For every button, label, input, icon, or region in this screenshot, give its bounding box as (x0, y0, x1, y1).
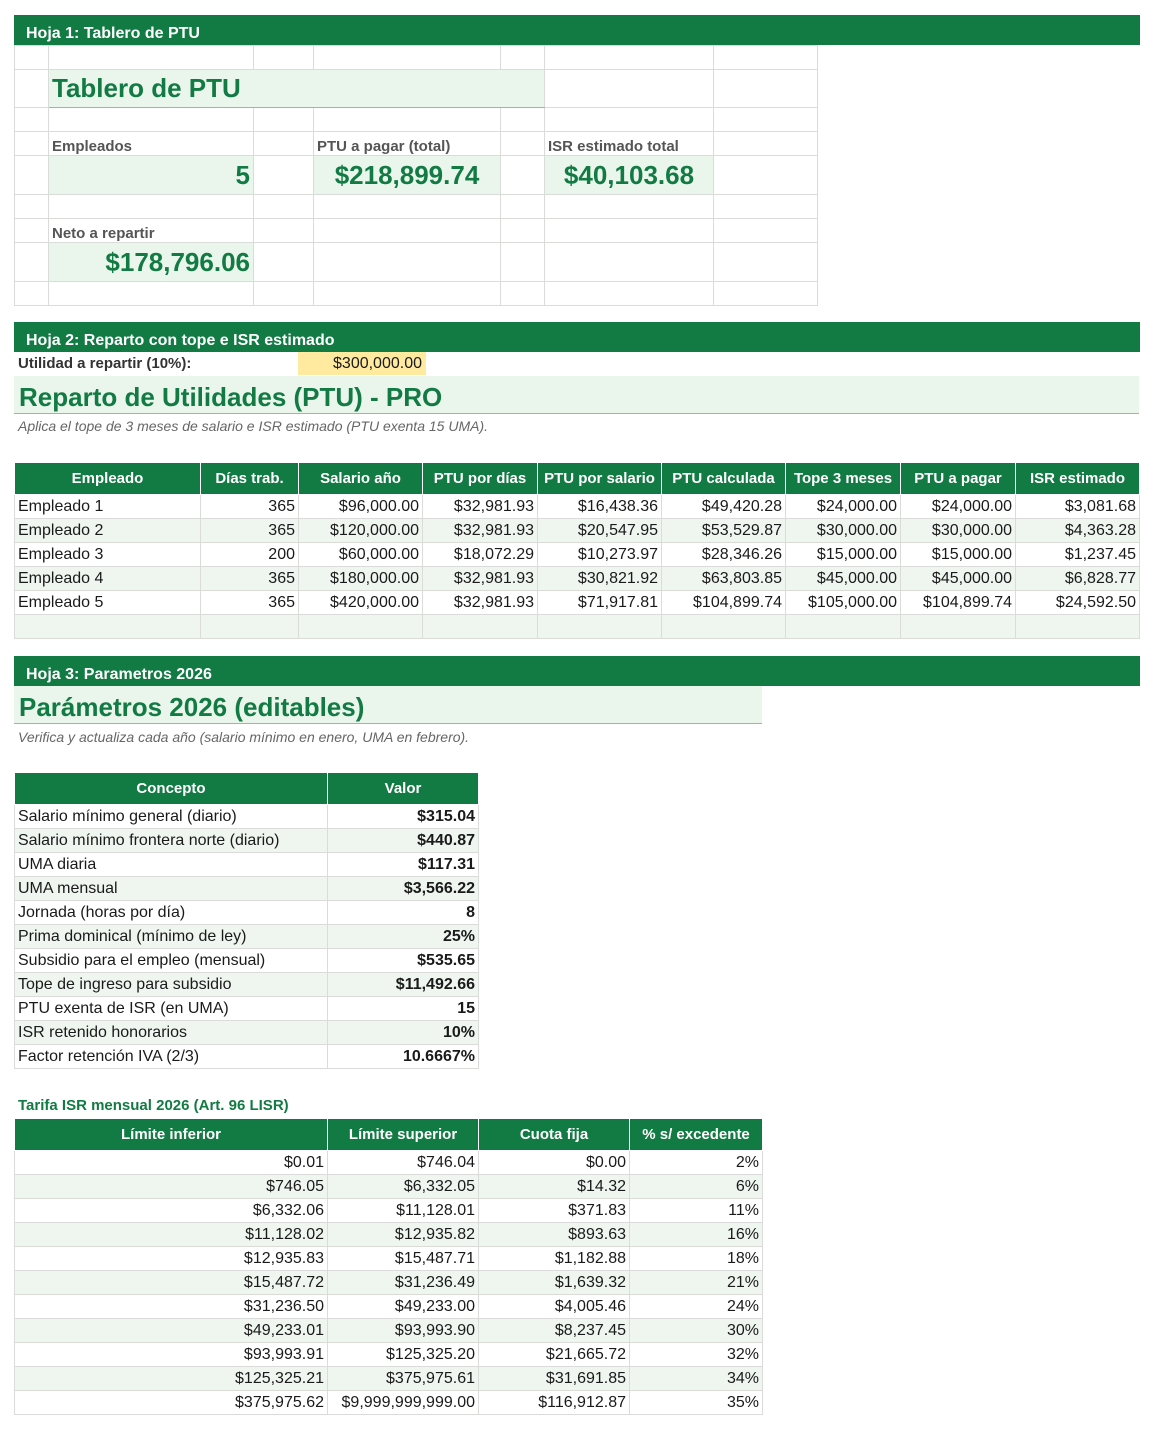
reparto-row-empty-cell[interactable] (786, 615, 901, 639)
param-row-cell[interactable]: Subsidio para el empleo (mensual) (15, 949, 328, 973)
param-row-cell[interactable]: Salario mínimo frontera norte (diario) (15, 829, 328, 853)
tarifa-row (15, 1319, 763, 1343)
tarifa-row-cell[interactable]: 32% (630, 1343, 763, 1367)
employees-value: 5 (49, 156, 254, 195)
tarifa-row (15, 1199, 763, 1223)
reparto-row-cell[interactable]: $10,273.97 (538, 543, 662, 567)
param-row (15, 1045, 479, 1069)
param-row-cell[interactable]: 25% (328, 925, 479, 949)
reparto-row-cell[interactable]: $60,000.00 (299, 543, 423, 567)
tarifa-title: Tarifa ISR mensual 2026 (Art. 96 LISR) (18, 1097, 289, 1114)
col-empleado[interactable]: Empleado (15, 463, 201, 495)
reparto-row-cell[interactable]: $104,899.74 (901, 591, 1016, 615)
reparto-row-cell[interactable]: 365 (201, 519, 299, 543)
reparto-row-cell[interactable]: $180,000.00 (299, 567, 423, 591)
tarifa-row-cell[interactable]: 35% (630, 1391, 763, 1415)
param-row-cell[interactable]: 10% (328, 1021, 479, 1045)
sheet1-header-bar: Hoja 1: Tablero de PTU (14, 15, 1140, 45)
tarifa-row-cell[interactable]: $31,236.50 (15, 1295, 328, 1319)
tarifa-row-cell[interactable]: $12,935.83 (15, 1247, 328, 1271)
reparto-row (15, 591, 1140, 615)
tarifa-row-cell[interactable]: $125,325.21 (15, 1367, 328, 1391)
reparto-row-cell[interactable]: $32,981.93 (423, 495, 538, 519)
param-row (15, 997, 479, 1021)
sheet3-header-bar: Hoja 3: Parametros 2026 (14, 656, 1140, 686)
param-row (15, 925, 479, 949)
reparto-row-cell[interactable]: $1,237.45 (1016, 543, 1140, 567)
param-row-cell[interactable]: Salario mínimo general (diario) (15, 805, 328, 829)
reparto-row-empty-cell[interactable] (1016, 615, 1140, 639)
reparto-row-cell[interactable]: Empleado 4 (15, 567, 201, 591)
reparto-subtitle: Aplica el tope de 3 meses de salario e ISR estimado (PTU exenta 15 UMA). (18, 418, 488, 434)
params-subtitle: Verifica y actualiza cada año (salario mínimo en enero, UMA en febrero). (18, 729, 470, 745)
tarifa-row-cell[interactable]: $93,993.91 (15, 1343, 328, 1367)
param-row-cell[interactable]: 10.6667% (328, 1045, 479, 1069)
tarifa-row-cell[interactable]: $14.32 (479, 1175, 630, 1199)
reparto-row-cell[interactable]: $53,529.87 (662, 519, 786, 543)
reparto-row-empty-cell[interactable] (15, 615, 201, 639)
tarifa-row-cell[interactable]: $4,005.46 (479, 1295, 630, 1319)
reparto-row-empty-cell[interactable] (538, 615, 662, 639)
sheet3-area (14, 686, 762, 1416)
col-ptu-calculada[interactable]: PTU calculada (662, 463, 786, 495)
reparto-row-empty-cell[interactable] (901, 615, 1016, 639)
param-row-cell[interactable]: UMA diaria (15, 853, 328, 877)
reparto-rows (15, 495, 1140, 639)
net-label: Neto a repartir (49, 219, 254, 243)
param-row-cell[interactable]: $117.31 (328, 853, 479, 877)
param-row (15, 1021, 479, 1045)
tarifa-row (15, 1271, 763, 1295)
col-tope[interactable]: Tope 3 meses (786, 463, 901, 495)
isr-total-label: ISR estimado total (545, 132, 714, 156)
tarifa-row-cell[interactable]: $15,487.72 (15, 1271, 328, 1295)
col-dias[interactable]: Días trab. (201, 463, 299, 495)
tarifa-row-cell[interactable]: $9,999,999,999.00 (328, 1391, 479, 1415)
reparto-row-cell[interactable]: $24,000.00 (786, 495, 901, 519)
tarifa-rows (15, 1151, 763, 1415)
col-excedente[interactable]: % s/ excedente (630, 1119, 763, 1151)
isr-total-value: $40,103.68 (545, 156, 714, 195)
reparto-row-cell[interactable]: $30,000.00 (786, 519, 901, 543)
reparto-row-cell[interactable]: $45,000.00 (901, 567, 1016, 591)
tarifa-row-cell[interactable]: $125,325.20 (328, 1343, 479, 1367)
reparto-row-empty-cell[interactable] (201, 615, 299, 639)
tarifa-row-cell[interactable]: $8,237.45 (479, 1319, 630, 1343)
tarifa-row (15, 1223, 763, 1247)
reparto-row-cell[interactable]: Empleado 1 (15, 495, 201, 519)
tarifa-row (15, 1343, 763, 1367)
param-row-cell[interactable]: Prima dominical (mínimo de ley) (15, 925, 328, 949)
tarifa-row-cell[interactable]: 24% (630, 1295, 763, 1319)
reparto-title: Reparto de Utilidades (PTU) - PRO (14, 376, 1139, 414)
reparto-row-cell[interactable]: $104,899.74 (662, 591, 786, 615)
tarifa-row-cell[interactable]: $12,935.82 (328, 1223, 479, 1247)
params-title: Parámetros 2026 (editables) (14, 686, 762, 724)
tarifa-row (15, 1391, 763, 1415)
col-limite-inferior[interactable]: Límite inferior (15, 1119, 328, 1151)
param-row-cell[interactable]: $315.04 (328, 805, 479, 829)
param-row-cell[interactable]: $440.87 (328, 829, 479, 853)
tarifa-row (15, 1151, 763, 1175)
tarifa-row-cell[interactable]: $49,233.01 (15, 1319, 328, 1343)
tarifa-row-cell[interactable]: $375,975.62 (15, 1391, 328, 1415)
reparto-row-cell[interactable]: $63,803.85 (662, 567, 786, 591)
tarifa-row-cell[interactable]: 6% (630, 1175, 763, 1199)
param-row (15, 877, 479, 901)
reparto-row-cell[interactable]: 365 (201, 495, 299, 519)
param-row (15, 949, 479, 973)
reparto-row-cell[interactable]: 200 (201, 543, 299, 567)
reparto-row-empty-cell[interactable] (299, 615, 423, 639)
reparto-row (15, 567, 1140, 591)
tarifa-row-cell[interactable]: $15,487.71 (328, 1247, 479, 1271)
reparto-row-cell[interactable]: $32,981.93 (423, 567, 538, 591)
reparto-row-empty-cell[interactable] (423, 615, 538, 639)
net-value: $178,796.06 (49, 243, 254, 282)
param-row-cell[interactable]: Factor retención IVA (2/3) (15, 1045, 328, 1069)
tarifa-row-cell[interactable]: $893.63 (479, 1223, 630, 1247)
tarifa-row-cell[interactable]: 21% (630, 1271, 763, 1295)
reparto-row (15, 519, 1140, 543)
reparto-row-cell[interactable]: $45,000.00 (786, 567, 901, 591)
tarifa-row-cell[interactable]: 2% (630, 1151, 763, 1175)
tarifa-row-cell[interactable]: $116,912.87 (479, 1391, 630, 1415)
employees-label: Empleados (49, 132, 254, 156)
reparto-row (15, 495, 1140, 519)
params-rows (15, 805, 479, 1069)
tarifa-row-cell[interactable]: $49,233.00 (328, 1295, 479, 1319)
param-row-cell[interactable]: Jornada (horas por día) (15, 901, 328, 925)
tarifa-row-cell[interactable]: $375,975.61 (328, 1367, 479, 1391)
util-label: Utilidad a repartir (10%): (18, 355, 192, 372)
reparto-row-cell[interactable]: $15,000.00 (901, 543, 1016, 567)
col-salario[interactable]: Salario año (299, 463, 423, 495)
tarifa-row-cell[interactable]: $0.01 (15, 1151, 328, 1175)
reparto-row-cell[interactable]: $32,981.93 (423, 591, 538, 615)
tarifa-row-cell[interactable]: $371.83 (479, 1199, 630, 1223)
reparto-row-cell[interactable]: $49,420.28 (662, 495, 786, 519)
reparto-table (14, 462, 1140, 639)
reparto-row-cell[interactable]: $105,000.00 (786, 591, 901, 615)
col-concepto[interactable]: Concepto (15, 773, 328, 805)
param-row-cell[interactable]: ISR retenido honorarios (15, 1021, 328, 1045)
reparto-row-cell[interactable]: $18,072.29 (423, 543, 538, 567)
col-ptu-salario[interactable]: PTU por salario (538, 463, 662, 495)
reparto-row-cell[interactable]: Empleado 2 (15, 519, 201, 543)
tarifa-row-cell[interactable]: 34% (630, 1367, 763, 1391)
reparto-row-empty (15, 615, 1140, 639)
param-row-cell[interactable]: UMA mensual (15, 877, 328, 901)
params-table (14, 772, 479, 1069)
col-ptu-dias[interactable]: PTU por días (423, 463, 538, 495)
param-row (15, 829, 479, 853)
reparto-row-cell[interactable]: Empleado 3 (15, 543, 201, 567)
tarifa-row (15, 1175, 763, 1199)
reparto-row-empty-cell[interactable] (662, 615, 786, 639)
reparto-row-cell[interactable]: $96,000.00 (299, 495, 423, 519)
reparto-row-cell[interactable]: $30,821.92 (538, 567, 662, 591)
tarifa-row-cell[interactable]: $93,993.90 (328, 1319, 479, 1343)
reparto-row-cell[interactable]: $28,346.26 (662, 543, 786, 567)
col-valor[interactable]: Valor (328, 773, 479, 805)
param-row (15, 805, 479, 829)
tarifa-row-cell[interactable]: 11% (630, 1199, 763, 1223)
param-row (15, 901, 479, 925)
reparto-row-cell[interactable]: $15,000.00 (786, 543, 901, 567)
tarifa-row-cell[interactable]: $31,236.49 (328, 1271, 479, 1295)
reparto-row-cell[interactable]: 365 (201, 591, 299, 615)
dashboard-title: Tablero de PTU (49, 70, 545, 108)
sheet2-header-bar: Hoja 2: Reparto con tope e ISR estimado (14, 322, 1140, 352)
tarifa-row-cell[interactable]: $6,332.05 (328, 1175, 479, 1199)
tarifa-row-cell[interactable]: 30% (630, 1319, 763, 1343)
param-row-cell[interactable]: PTU exenta de ISR (en UMA) (15, 997, 328, 1021)
col-ptu-pagar[interactable]: PTU a pagar (901, 463, 1016, 495)
param-row-cell[interactable]: 15 (328, 997, 479, 1021)
tarifa-row-cell[interactable]: $1,639.32 (479, 1271, 630, 1295)
reparto-row-cell[interactable]: 365 (201, 567, 299, 591)
reparto-row-cell[interactable]: $420,000.00 (299, 591, 423, 615)
param-row-cell[interactable]: $11,492.66 (328, 973, 479, 997)
tarifa-row-cell[interactable]: $746.05 (15, 1175, 328, 1199)
ptu-total-label: PTU a pagar (total) (314, 132, 501, 156)
reparto-row-cell[interactable]: $32,981.93 (423, 519, 538, 543)
param-row (15, 973, 479, 997)
param-row-cell[interactable]: 8 (328, 901, 479, 925)
reparto-row-cell[interactable]: $20,547.95 (538, 519, 662, 543)
tarifa-row (15, 1367, 763, 1391)
sheet1-grid (14, 45, 818, 306)
tarifa-row-cell[interactable]: $11,128.02 (15, 1223, 328, 1247)
tarifa-row-cell[interactable]: $6,332.06 (15, 1199, 328, 1223)
reparto-row-cell[interactable]: $71,917.81 (538, 591, 662, 615)
tarifa-row-cell[interactable]: $1,182.88 (479, 1247, 630, 1271)
reparto-row-cell[interactable]: Empleado 5 (15, 591, 201, 615)
tarifa-row-cell[interactable]: 16% (630, 1223, 763, 1247)
reparto-row-cell[interactable]: $24,592.50 (1016, 591, 1140, 615)
col-cuota-fija[interactable]: Cuota fija (479, 1119, 630, 1151)
sheet2-area (14, 352, 1139, 640)
reparto-row-cell[interactable]: $24,000.00 (901, 495, 1016, 519)
reparto-row (15, 543, 1140, 567)
reparto-row-cell[interactable]: $16,438.36 (538, 495, 662, 519)
tarifa-row-cell[interactable]: $0.00 (479, 1151, 630, 1175)
tarifa-row-cell[interactable]: $31,691.85 (479, 1367, 630, 1391)
ptu-total-value: $218,899.74 (314, 156, 501, 195)
col-limite-superior[interactable]: Límite superior (328, 1119, 479, 1151)
param-row-cell[interactable]: $3,566.22 (328, 877, 479, 901)
reparto-row-cell[interactable]: $3,081.68 (1016, 495, 1140, 519)
reparto-row-cell[interactable]: $6,828.77 (1016, 567, 1140, 591)
tarifa-row-cell[interactable]: $746.04 (328, 1151, 479, 1175)
param-row-cell[interactable]: $535.65 (328, 949, 479, 973)
util-value-input[interactable]: $300,000.00 (298, 352, 426, 375)
tarifa-row (15, 1295, 763, 1319)
reparto-row-cell[interactable]: $120,000.00 (299, 519, 423, 543)
param-row-cell[interactable]: Tope de ingreso para subsidio (15, 973, 328, 997)
tarifa-table (14, 1118, 763, 1415)
tarifa-row-cell[interactable]: $21,665.72 (479, 1343, 630, 1367)
tarifa-row (15, 1247, 763, 1271)
param-row (15, 853, 479, 877)
col-isr[interactable]: ISR estimado (1016, 463, 1140, 495)
reparto-row-cell[interactable]: $4,363.28 (1016, 519, 1140, 543)
tarifa-row-cell[interactable]: 18% (630, 1247, 763, 1271)
tarifa-row-cell[interactable]: $11,128.01 (328, 1199, 479, 1223)
reparto-row-cell[interactable]: $30,000.00 (901, 519, 1016, 543)
